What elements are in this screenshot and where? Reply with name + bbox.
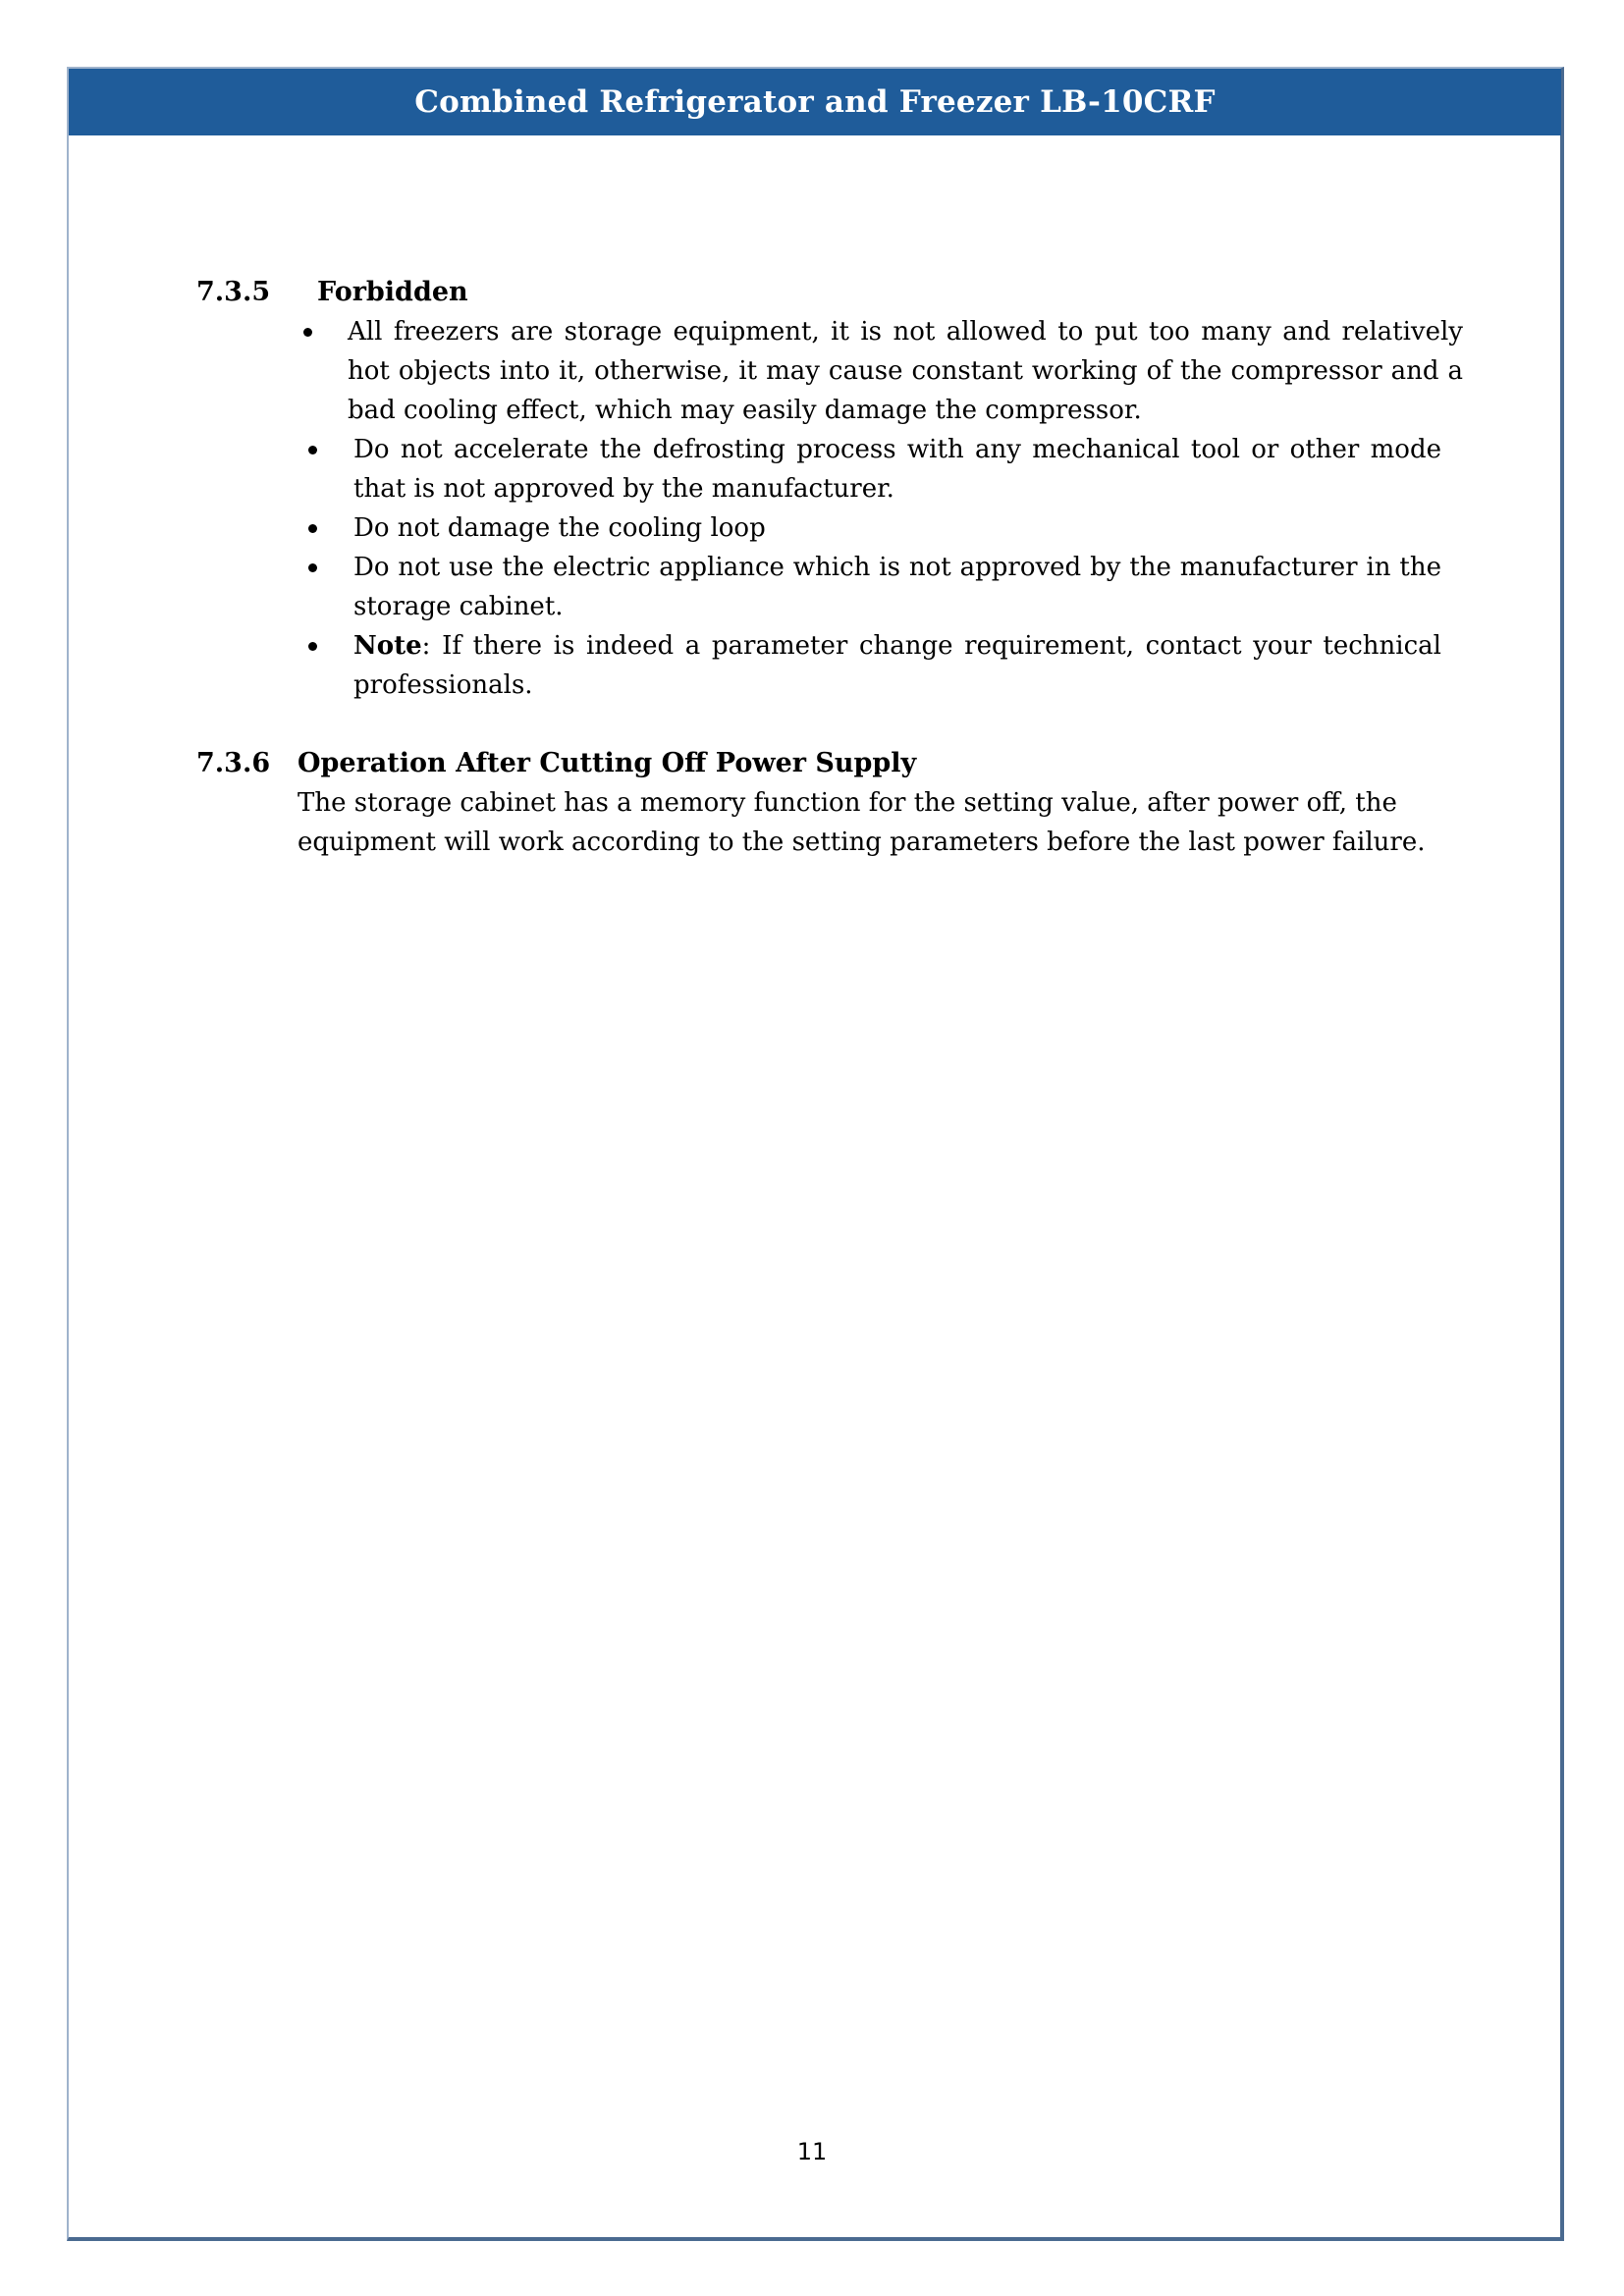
bullet-text: All freezers are storage equipment, it is not allowed to put too many and relatively hot objects into it, otherwise, it may cause constant working of the compressor and a bad cooling effect, which may easily damage the compressor. xyxy=(348,317,1463,425)
note-label: Note xyxy=(353,631,422,661)
section-title: Operation After Cutting Off Power Supply xyxy=(298,748,917,778)
list-item xyxy=(353,626,1441,705)
bullet-icon xyxy=(308,524,317,533)
bullet-text: Do not accelerate the defrosting process with any mechanical tool or other mode that is not approved by the manufacturer. xyxy=(353,435,1441,504)
header-bar xyxy=(69,69,1561,135)
list-item xyxy=(353,548,1441,626)
forbidden-bullet-list xyxy=(196,312,1463,705)
list-item xyxy=(353,508,1441,548)
section-paragraph: The storage cabinet has a memory function for the setting value, after power off, the equipment will work according to the setting parameters before the last power failure. xyxy=(298,788,1426,857)
document-title: Combined Refrigerator and Freezer LB-10CRF xyxy=(414,84,1216,120)
bullet-text: : If there is indeed a parameter change requirement, contact your technical professionals. xyxy=(353,631,1441,700)
section-number: 7.3.6 xyxy=(196,748,271,778)
page-number: 11 xyxy=(796,2138,828,2165)
bullet-icon xyxy=(303,328,312,337)
section-title: Forbidden xyxy=(317,277,468,307)
section-number: 7.3.5 xyxy=(196,277,271,307)
list-item xyxy=(353,430,1441,508)
bullet-text: Do not damage the cooling loop xyxy=(353,513,766,543)
section-heading xyxy=(196,273,1463,312)
bullet-icon xyxy=(308,563,317,572)
bullet-icon xyxy=(308,642,317,651)
list-item xyxy=(348,312,1463,430)
bullet-icon xyxy=(308,446,317,454)
section-forbidden xyxy=(196,273,1463,705)
section-power-off xyxy=(196,744,1463,862)
section-heading xyxy=(196,744,1463,783)
bullet-text: Do not use the electric appliance which is not approved by the manufacturer in the storage cabinet. xyxy=(353,553,1441,621)
